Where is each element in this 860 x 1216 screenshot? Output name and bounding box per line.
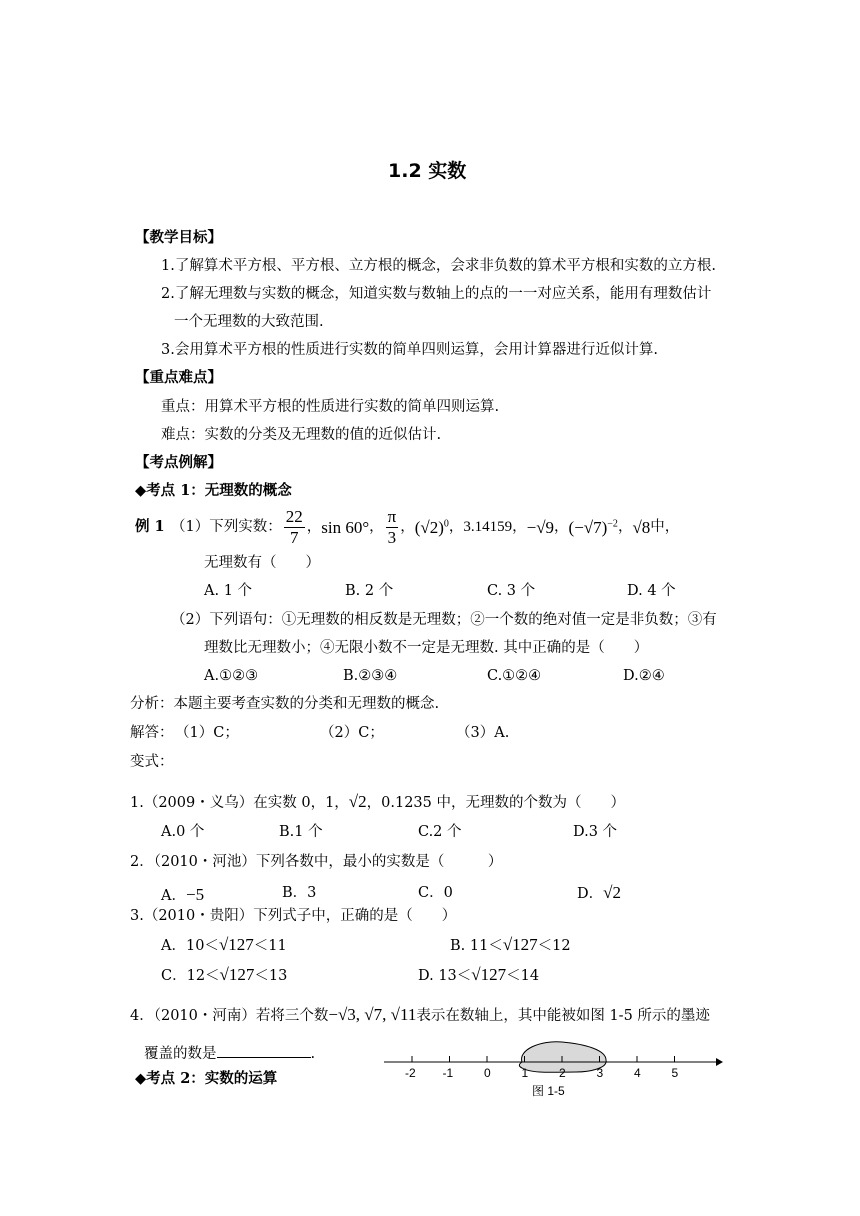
key-points-header: 【重点难点】	[135, 370, 222, 386]
decimal-pi-approx: 3.14159	[463, 518, 513, 535]
value-neg-5: −5	[185, 885, 205, 904]
objective-item-2: 2.了解无理数与实数的概念，知道实数与数轴上的点的一一对应关系，能用有理数估计	[161, 286, 712, 302]
question-1-text-b: ，0.1235 中，无理数的个数为（ ）	[366, 795, 625, 811]
figure-caption: 图 1-5	[532, 1084, 565, 1098]
power-neg-root7	[569, 519, 618, 536]
part-2-option-d: D.②④	[623, 668, 665, 684]
option-suffix: ＜14	[506, 968, 540, 984]
question-4-line-2-text: 覆盖的数是	[144, 1046, 217, 1062]
answer-part-3: （3）A.	[456, 725, 510, 741]
part-2-option-c: C.①②④	[487, 668, 542, 684]
q3-option-c	[161, 966, 287, 984]
q1-option-b: B.1 个	[279, 824, 323, 840]
number-line-tick-label: -1	[442, 1066, 454, 1080]
sin-60: sin 60°	[321, 517, 370, 537]
root-2: √2	[348, 792, 367, 811]
fraction-22-7	[284, 507, 305, 547]
fraction-numerator: 22	[285, 506, 303, 526]
question-4	[130, 1006, 710, 1024]
variants-label: 变式：	[130, 754, 174, 770]
number-line-tick-label: 5	[671, 1066, 679, 1080]
question-4-text-a: 4．（2010・河南）若将三个数	[130, 1008, 329, 1024]
example-1-part-2-line-2: 理数比无理数小；④无限小数不一定是无理数. 其中正确的是（ ）	[204, 640, 649, 656]
question-4-line-2-end: .	[310, 1046, 316, 1062]
number-line-tick-label: 2	[559, 1066, 566, 1080]
root-8: √8	[632, 517, 651, 537]
part-1-prefix: （1）下列实数：	[171, 518, 282, 535]
q2-option-a	[161, 886, 204, 904]
topic-2-heading: ◆考点 2：实数的运算	[135, 1070, 278, 1087]
objective-item-3: 3.会用算术平方根的性质进行实数的简单四则运算，会用计算器进行近似计算.	[161, 342, 658, 358]
answer-part-1: （1）C；	[175, 725, 239, 741]
number-line-tick-label: 0	[484, 1066, 491, 1080]
question-3: 3.（2010・贵阳）下列式子中，正确的是（ ）	[130, 908, 457, 924]
question-2: 2．（2010・河池）下列各数中，最小的实数是（ ）	[130, 854, 503, 870]
number-line-figure	[380, 1034, 725, 1102]
root-127: √127	[218, 935, 254, 954]
option-letter: D．	[577, 886, 604, 902]
option-suffix: ＜12	[537, 938, 571, 954]
root-127: √127	[219, 965, 255, 984]
fraction-numerator: π	[387, 506, 397, 526]
part-1-option-c: C. 3 个	[487, 583, 536, 599]
part-1-option-d: D. 4 个	[627, 583, 676, 599]
fraction-denominator: 7	[289, 527, 299, 547]
key-point-difficulty: 难点：实数的分类及无理数的值的近似估计.	[161, 427, 442, 443]
objective-item-1: 1.了解算术平方根、平方根、立方根的概念，会求非负数的算术平方根和实数的立方根.	[161, 258, 716, 274]
analysis-text: 分析：本题主要考查实数的分类和无理数的概念.	[130, 696, 440, 712]
part-2-option-b: B.②③④	[343, 668, 398, 684]
q1-option-a: A.0 个	[161, 824, 205, 840]
power-base: (√2)	[414, 517, 444, 537]
objectives-header: 【教学目标】	[135, 230, 222, 246]
part-1-option-b: B. 2 个	[345, 583, 394, 599]
power-exponent: 0	[443, 517, 449, 529]
neg-root-9: −√9	[526, 517, 555, 537]
example-1-label	[135, 520, 165, 535]
option-letter: A．	[161, 888, 186, 904]
number-line-arrow	[716, 1058, 723, 1066]
examples-header: 【考点例解】	[135, 455, 222, 471]
q3-option-b	[450, 936, 571, 954]
value-root-2: √2	[603, 883, 621, 902]
root-127: √127	[471, 965, 507, 984]
example-label: 例 1	[135, 518, 165, 535]
number-line-tick-label: -2	[405, 1066, 416, 1080]
number-line-tick-label: 3	[596, 1066, 604, 1080]
q3-option-d	[418, 966, 539, 984]
root-127: √127	[502, 935, 538, 954]
page-title: 1.2 实数	[388, 160, 467, 182]
part-2-option-a: A.①②③	[204, 668, 259, 684]
answer-blank[interactable]	[217, 1045, 311, 1058]
q1-option-d: D.3 个	[573, 824, 618, 840]
q3-option-a	[161, 936, 287, 954]
answer-label: 解答：	[130, 725, 174, 741]
question-1	[130, 793, 625, 811]
number-line-tick-label: 4	[634, 1066, 641, 1080]
in-word: 中，	[650, 518, 680, 535]
question-4-numbers: −√3, √7, √11	[328, 1005, 417, 1024]
question-4-line-2	[144, 1045, 315, 1062]
objective-item-2-cont: 一个无理数的大致范围.	[174, 314, 324, 330]
option-suffix: ＜13	[254, 968, 288, 984]
power-base: (−√7)	[568, 517, 608, 537]
fraction-pi-3	[386, 507, 399, 547]
option-prefix: C．12＜	[161, 968, 220, 984]
q1-option-c: C.2 个	[418, 824, 462, 840]
option-prefix: A．10＜	[161, 938, 219, 954]
option-suffix: ＜11	[253, 938, 287, 954]
question-4-text-b: 表示在数轴上，其中能被如图 1-5 所示的墨迹	[416, 1008, 710, 1024]
key-point-focus: 重点：用算术平方根的性质进行实数的简单四则运算.	[161, 399, 500, 415]
q2-option-b: B．3	[282, 885, 317, 901]
q2-option-c: C．0	[418, 885, 453, 901]
example-1-part-1-line: （1）下列实数： $\frac{22}{7}$ ， sin 60° ， $\frac{\pi}{3}$ ， $(√2)^0$ ， 3.14159 ， −√9 ， $(-√7)^{-2}$ ， √8 中，	[171, 506, 680, 547]
question-1-text-a: 1.（2009・义乌）在实数 0，1，	[130, 795, 349, 811]
part-1-option-a: A. 1 个	[204, 583, 253, 599]
power-root2-zero	[415, 519, 449, 536]
topic-1-heading: ◆考点 1：无理数的概念	[135, 482, 292, 499]
number-line-tick-label: 1	[521, 1066, 529, 1080]
fraction-denominator: 3	[387, 527, 397, 547]
option-prefix: D. 13＜	[418, 968, 472, 984]
example-1-part-1-question: 无理数有（ ）	[204, 555, 320, 571]
q2-option-d	[577, 884, 621, 902]
option-prefix: B. 11＜	[450, 938, 503, 954]
power-exponent: −2	[607, 517, 618, 529]
answer-part-2: （2）C；	[320, 725, 384, 741]
example-1-part-2-line-1: （2）下列语句：①无理数的相反数是无理数；②一个数的绝对值一定是非负数；③有	[171, 612, 717, 628]
